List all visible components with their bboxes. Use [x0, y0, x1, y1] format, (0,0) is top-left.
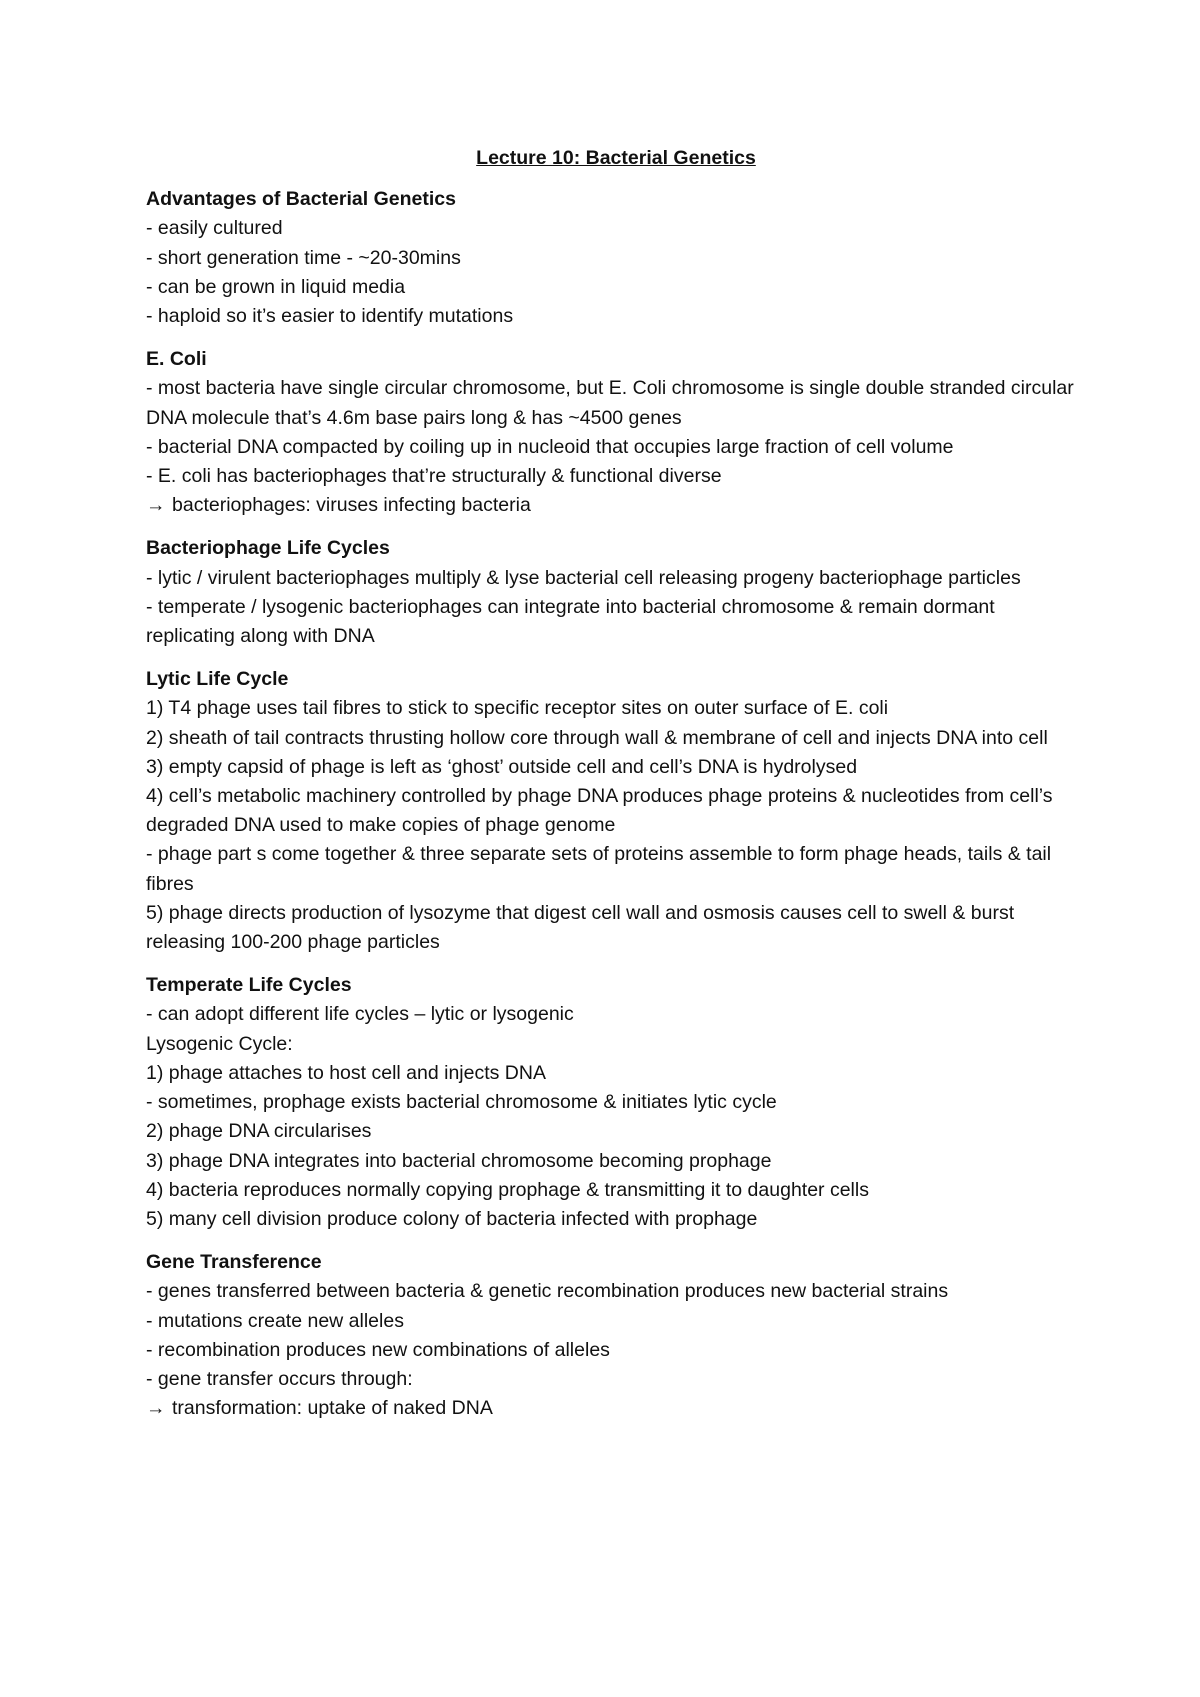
list-item: - can be grown in liquid media	[146, 275, 406, 298]
section-heading: Lytic Life Cycle	[146, 668, 289, 691]
list-item: - phage part s come together & three separate sets of proteins assemble to form phage heads, tails & tail fibres	[146, 843, 1052, 895]
section	[146, 971, 1076, 1234]
list-item: - lytic / virulent bacteriophages multiply & lyse bacterial cell releasing progeny bacteriophage particles	[146, 566, 1021, 589]
section-heading: Bacteriophage Life Cycles	[146, 537, 390, 560]
list-item-text: transformation: uptake of naked DNA	[172, 1397, 493, 1420]
section-heading: Advantages of Bacterial Genetics	[146, 188, 456, 211]
list-item: - can adopt different life cycles – lytic or lysogenic	[146, 1003, 574, 1026]
list-item: 3) phage DNA integrates into bacterial chromosome becoming prophage	[146, 1149, 772, 1172]
list-item: 1) T4 phage uses tail fibres to stick to specific receptor sites on outer surface of E. coli	[146, 697, 889, 720]
list-item: - genes transferred between bacteria & genetic recombination produces new bacterial strains	[146, 1280, 949, 1303]
list-item: - most bacteria have single circular chromosome, but E. Coli chromosome is single double stranded circular DNA molecule that’s 4.6m base pairs long & has ~4500 genes	[146, 377, 1074, 429]
list-item: 3) empty capsid of phage is left as ‘ghost’ outside cell and cell’s DNA is hydrolysed	[146, 755, 858, 778]
page-title-container	[146, 144, 1076, 173]
list-item: - sometimes, prophage exists bacterial chromosome & initiates lytic cycle	[146, 1091, 777, 1114]
list-item: - temperate / lysogenic bacteriophages can integrate into bacterial chromosome & remain dormant replicating along with DNA	[146, 595, 995, 648]
list-item: Lysogenic Cycle:	[146, 1032, 293, 1055]
page-title: Lecture 10: Bacterial Genetics	[476, 147, 756, 169]
document-page	[146, 144, 1076, 1437]
list-item: 1) phage attaches to host cell and injects DNA	[146, 1061, 546, 1084]
section-heading: Temperate Life Cycles	[146, 974, 352, 997]
list-item: 5) many cell division produce colony of bacteria infected with prophage	[146, 1207, 758, 1230]
list-item: - haploid so it’s easier to identify mutations	[146, 305, 514, 328]
list-item: 4) cell’s metabolic machinery controlled by phage DNA produces phage proteins & nucleotides from cell’s degraded DNA used to make copies of phage genome	[146, 785, 1053, 837]
list-item: 4) bacteria reproduces normally copying prophage & transmitting it to daughter cells	[146, 1178, 869, 1201]
list-item: 5) phage directs production of lysozyme that digest cell wall and osmosis causes cell to swell & burst releasing 100-200 phage particles	[146, 901, 1015, 954]
list-item: 2) phage DNA circularises	[146, 1120, 372, 1143]
section-heading: E. Coli	[146, 348, 207, 371]
list-item: - easily cultured	[146, 217, 283, 240]
list-item: - E. coli has bacteriophages that’re structurally & functional diverse	[146, 465, 722, 488]
section	[146, 185, 1076, 331]
list-item: - gene transfer occurs through:	[146, 1367, 413, 1390]
arrow-right-icon: →	[146, 494, 166, 517]
list-item: - recombination produces new combinations of alleles	[146, 1338, 610, 1361]
list-item-text: bacteriophages: viruses infecting bacteria	[172, 494, 531, 517]
list-item: - mutations create new alleles	[146, 1309, 404, 1332]
list-item: - short generation time - ~20-30mins	[146, 246, 461, 269]
list-item: 2) sheath of tail contracts thrusting hollow core through wall & membrane of cell and injects DNA into cell	[146, 726, 1048, 749]
arrow-right-icon: →	[146, 1397, 166, 1420]
arrow-list-item	[146, 1394, 1076, 1423]
section	[146, 1248, 1076, 1423]
list-item: - bacterial DNA compacted by coiling up in nucleoid that occupies large fraction of cell volume	[146, 435, 954, 458]
section-heading: Gene Transference	[146, 1251, 322, 1274]
section	[146, 665, 1076, 957]
section	[146, 345, 1076, 520]
section	[146, 534, 1076, 651]
document-body	[146, 185, 1076, 1423]
arrow-list-item	[146, 491, 1076, 520]
